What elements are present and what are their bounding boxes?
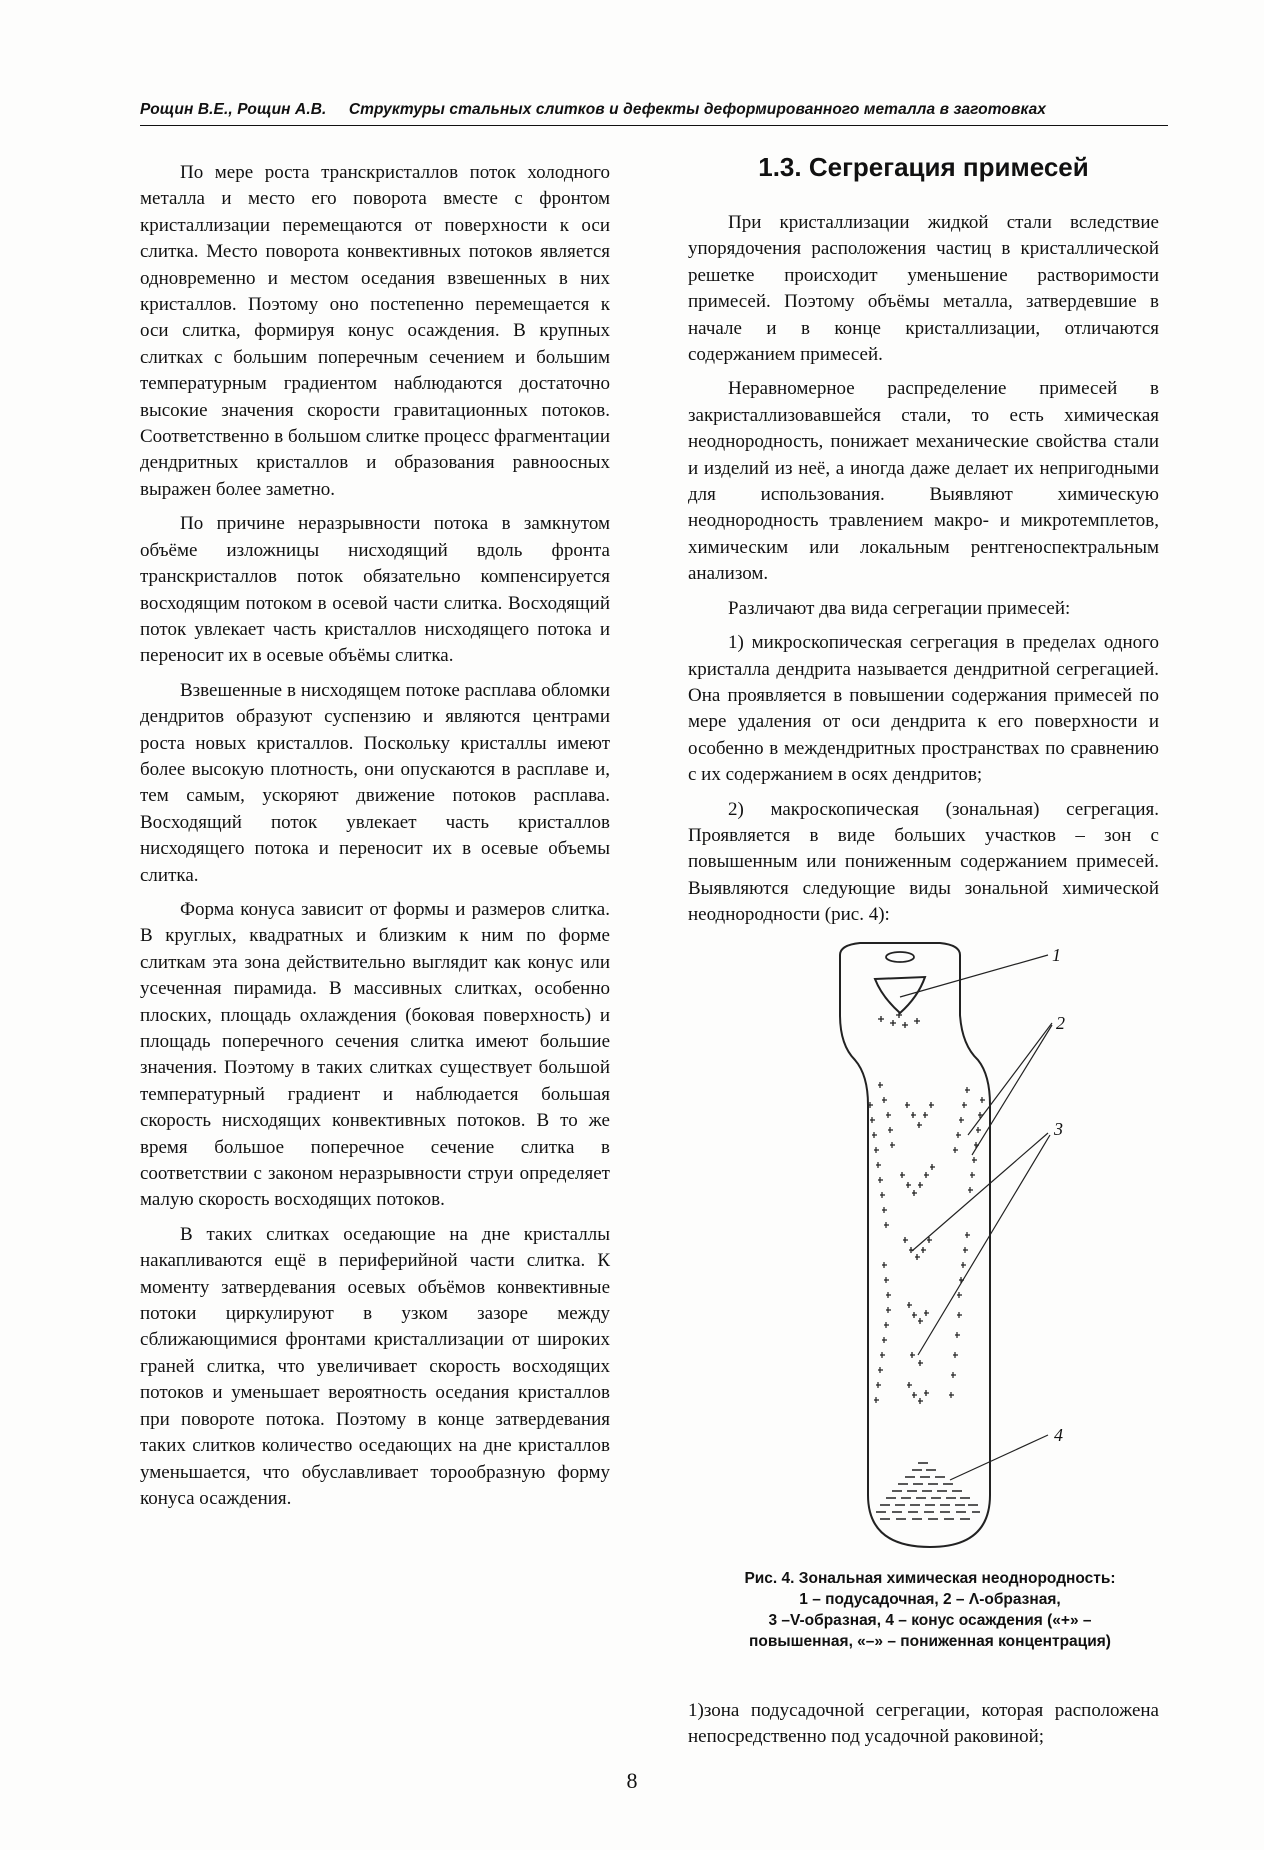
figure-label-1: 1 bbox=[1052, 945, 1061, 965]
caption-line: 3 –V-образная, 4 – конус осаждения («+» – bbox=[768, 1612, 1092, 1629]
figure-label-4: 4 bbox=[1054, 1425, 1063, 1445]
paragraph: В таких слитках оседающие на дне кристаллы накапливаются ещё в периферийной части слитка. К моменту затвердевания осевых объёмов конвективные потоки циркулируют в узком зазоре между сближающимися фронтами кристаллизации от широких граней слитка, что увеличивает скорость восходящих потоков и уменьшает вероятность оседания кристаллов при повороте потока. Поэтому в конце затвердевания таких слитков количество оседающих на дне кристаллов уменьшается, что обуславливает торообразную форму конуса осаждения. bbox=[140, 1223, 610, 1509]
header-divider bbox=[140, 125, 1168, 126]
shrinkage-cavity bbox=[875, 977, 925, 1013]
paragraph: 1)зона подусадочной сегрегации, которая расположена непосредственно под усадочной раковиной; bbox=[688, 1700, 1159, 1748]
figure-label-3: 3 bbox=[1054, 1119, 1063, 1139]
paragraph: Взвешенные в нисходящем потоке расплава обломки дендритов образуют суспензию и являются центрами роста новых кристаллов. Поскольку кристаллы имеют более высокую плотность, они опускаются в расплаве и, тем самым, ускоряют движение потоков расплава. Восходящий поток увлекает часть кристаллов нисходящего потока и переносит их в осевые объемы слитка. bbox=[140, 679, 610, 886]
figure-label-2: 2 bbox=[1056, 1013, 1065, 1033]
ingot-figure bbox=[800, 935, 1070, 1555]
caption-line: Рис. 4. Зональная химическая неоднородность: bbox=[744, 1570, 1116, 1587]
header-authors: Рощин В.Е., Рощин А.В. bbox=[140, 101, 327, 118]
caption-line: повышенная, «–» – пониженная концентрация) bbox=[749, 1633, 1111, 1650]
figure-caption bbox=[700, 1568, 1160, 1652]
shrinkage-hole bbox=[886, 952, 914, 962]
header-title: Структуры стальных слитков и дефекты деформированного металла в заготовках bbox=[348, 101, 1047, 118]
ingot-outline bbox=[840, 943, 990, 1547]
caption-line: 1 – подусадочная, 2 – Λ-образная, bbox=[799, 1591, 1061, 1608]
zone-1-marks bbox=[878, 1012, 920, 1028]
zone-2-marks bbox=[868, 1082, 985, 1403]
paragraph: При кристаллизации жидкой стали вследствие упорядочения расположения частиц в кристаллической решетке происходит уменьшение растворимости примесей. Поэтому объёмы металла, затвердевшие в начале и в конце кристаллизации, отличаются содержанием примесей. bbox=[688, 212, 1159, 366]
running-header bbox=[140, 101, 1168, 119]
paragraph: 2) макроскопическая (зональная) сегрегация. Проявляется в виде больших участков – зон с повышенным или пониженным содержанием примесей. Выявляются следующие виды зональной химической неоднородности (рис. 4): bbox=[688, 798, 1159, 926]
right-column-continuation bbox=[688, 1698, 1159, 1751]
paragraph: Неравномерное распределение примесей в закристаллизовавшейся стали, то есть химическая неоднородность, понижает механические свойства стали и изделий из неё, а иногда даже делает их непригодными для использования. Выявляют химическую неоднородность травлением макро- и микротемплетов, химическим или локальным рентгеноспектральным анализом. bbox=[688, 378, 1159, 585]
left-column bbox=[140, 160, 610, 1520]
page-number: 8 bbox=[626, 1768, 638, 1793]
paragraph: Форма конуса зависит от формы и размеров слитка. В круглых, квадратных и близким к ним по форме слиткам эта зона действительно выглядит как конус или усеченная пирамида. В массивных слитках, особенно плоских, площадь охлаждения (боковая поверхность) и площадь поперечного сечения слитка имеют большие значения. Поэтому в таких слитках существует большой температурный градиент и наблюдается большая скорость нисходящих конвективных потоков. В то же время большое поперечное сечение слитка в соответствии с законом неразрывности струи определяет малую скорость восходящих потоков. bbox=[140, 898, 610, 1211]
zone-4-marks bbox=[876, 1463, 980, 1519]
section-title: 1.3. Сегрегация примесей bbox=[758, 152, 1089, 182]
paragraph: Различают два вида сегрегации примесей: bbox=[728, 597, 1071, 619]
paragraph: По мере роста транскристаллов поток холодного металла и место его поворота вместе с фронтом кристаллизации перемещаются от поверхности к оси слитка. Место поворота конвективных потоков является одновременно и местом оседания взвешенных в них кристаллов. Поэтому оно постепенно перемещается к оси слитка, формируя конус осаждения. В крупных слитках с большим поперечным сечением и большим температурным градиентом наблюдаются достаточно высокие значения скорости гравитационных потоков. Соответственно в большом слитке процесс фрагментации дендритных кристаллов и образования равноосных выражен более заметно. bbox=[140, 162, 610, 500]
zone-3-marks bbox=[900, 1102, 935, 1404]
paragraph: 1) микроскопическая сегрегация в пределах одного кристалла дендрита называется дендритной сегрегацией. Она проявляется в повышении содержания примесей по мере удаления от оси дендрита к его поверхности и особенно в междендритных пространствах по сравнению с их содержанием в осях дендритов; bbox=[688, 632, 1159, 786]
right-column bbox=[688, 210, 1159, 937]
paragraph: По причине неразрывности потока в замкнутом объёме изложницы нисходящий вдоль фронта транскристаллов поток обязательно компенсируется восходящим потоком в осевой части слитка. Восходящий поток увлекает часть кристаллов нисходящего потока и переносит их в осевые объёмы слитка. bbox=[140, 513, 610, 667]
